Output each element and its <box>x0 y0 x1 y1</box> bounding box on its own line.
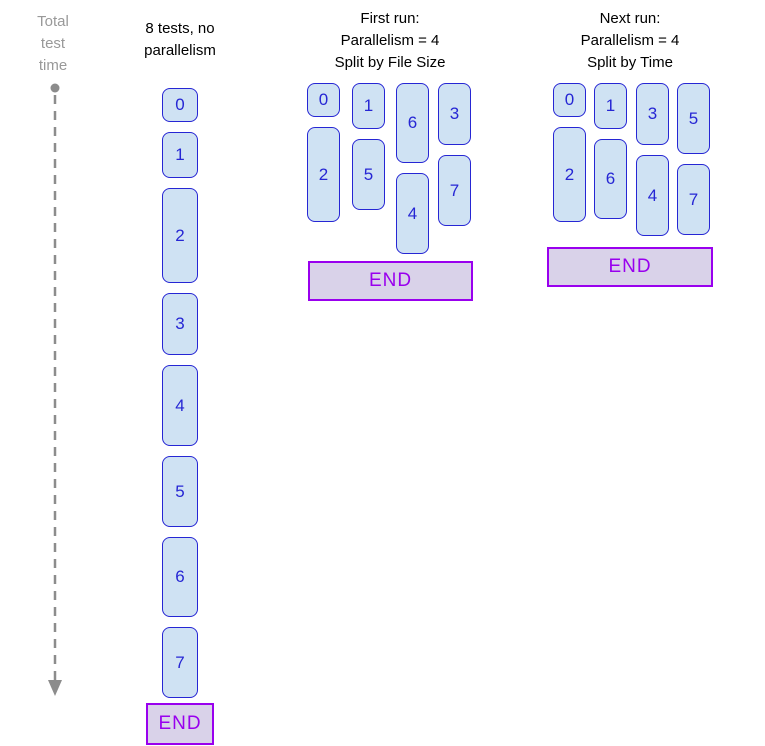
group-next-run-header <box>530 8 730 74</box>
test-box-3: 3 <box>438 83 471 145</box>
end-bar-sequential: END <box>146 703 214 745</box>
header-line: First run: <box>360 10 420 27</box>
header-line: Next run: <box>599 10 661 27</box>
test-box-6: 6 <box>396 83 429 163</box>
test-box-1: 1 <box>594 83 627 129</box>
test-box-3: 3 <box>162 293 198 355</box>
axis-label-line-3: time <box>38 57 68 74</box>
axis-label-line-2: test <box>40 35 66 52</box>
test-box-7: 7 <box>162 627 198 698</box>
header-line: parallelism <box>144 42 216 59</box>
test-box-4: 4 <box>396 173 429 254</box>
test-box-5: 5 <box>162 456 198 527</box>
test-box-2: 2 <box>553 127 586 222</box>
header-line: Split by Time <box>587 54 673 71</box>
test-box-4: 4 <box>636 155 669 236</box>
test-box-0: 0 <box>162 88 198 122</box>
test-box-1: 1 <box>352 83 385 129</box>
test-box-5: 5 <box>352 139 385 210</box>
test-box-2: 2 <box>307 127 340 222</box>
test-box-6: 6 <box>162 537 198 617</box>
test-box-2: 2 <box>162 188 198 283</box>
test-box-0: 0 <box>307 83 340 117</box>
test-box-5: 5 <box>677 83 710 154</box>
test-box-7: 7 <box>677 164 710 235</box>
test-box-7: 7 <box>438 155 471 226</box>
header-line: Parallelism = 4 <box>340 32 440 49</box>
end-bar-next-run: END <box>547 247 713 287</box>
axis-label-line-1: Total <box>37 13 69 30</box>
header-line: 8 tests, no <box>145 20 215 37</box>
axis-label <box>18 11 88 77</box>
test-box-6: 6 <box>594 139 627 219</box>
test-box-1: 1 <box>162 132 198 178</box>
test-box-3: 3 <box>636 83 669 145</box>
test-box-0: 0 <box>553 83 586 117</box>
group-first-run-header <box>290 8 490 74</box>
group-sequential-header <box>110 18 250 62</box>
test-box-4: 4 <box>162 365 198 446</box>
time-axis-arrow-icon <box>45 80 65 702</box>
header-line: Parallelism = 4 <box>580 32 680 49</box>
header-line: Split by File Size <box>334 54 446 71</box>
end-bar-first-run: END <box>308 261 473 301</box>
